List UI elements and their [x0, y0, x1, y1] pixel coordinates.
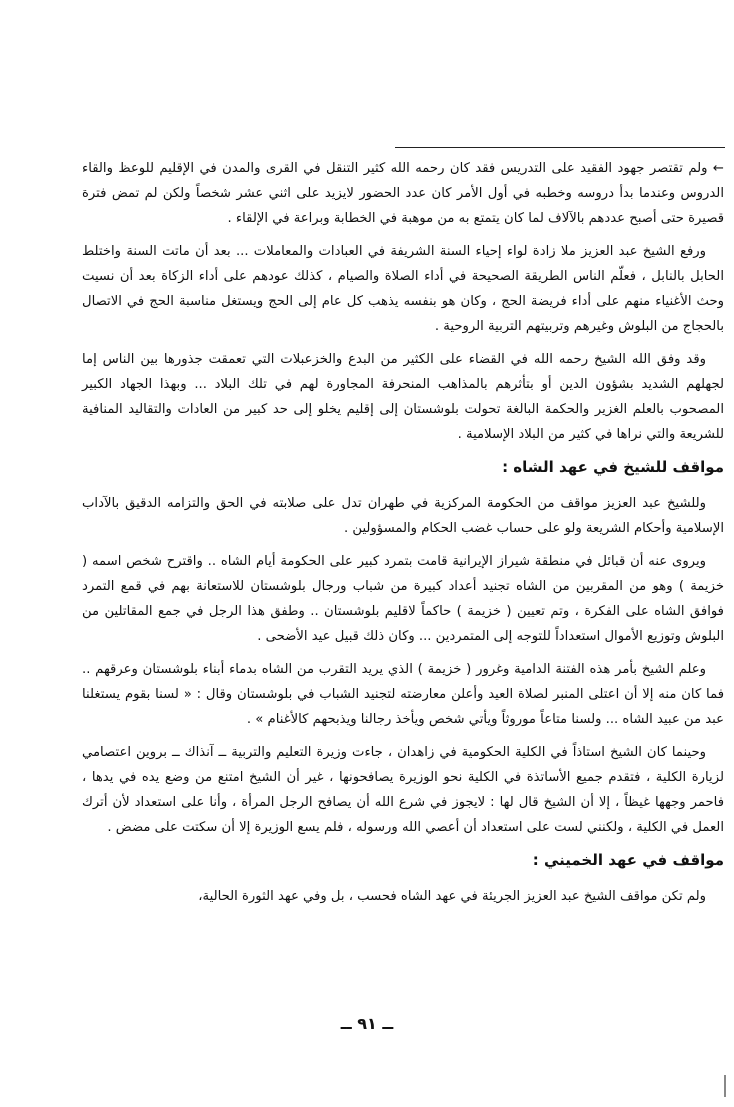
paragraph-reviving-sunnah: ورفع الشيخ عبد العزيز ملا زادة لواء إحياء السنة الشريفة في العبادات والمعاملات ... بعد أن ماتت السنة واختلط الحابل بالنابل ، فعلّم الناس الطريقة الصحيحة في أداء الصلاة والصيام ، كذلك عودهم على أداء الزكاة بعد أن نسيت وحث الأغنياء منهم على أداء فريضة الحج ، وكان هو بنفسه يذهب كل عام إلى الحج ويستغل مناسبة الحج في الاتصال بالحجاج من البلوش وغيرهم وتربيتهم التربية الروحية .: [82, 244, 724, 334]
paragraph-preaching: ← ولم تقتصر جهود الفقيد على التدريس فقد كان رحمه الله كثير التنقل في القرى والمدن في الإقليم للوعظ والقاء الدروس وعندما بدأ دروسه وخطبه في أول الأمر كان عدد الحضور لايزيد على اثني عشر شخصاً ولكن لم تمض فترة قصيرة حتى أصبح عددهم بالآلاف لما كان يتمتع به من موهبة في الخطابة وبراعة في الإلقاء .: [82, 161, 724, 226]
heading-khomeini-era: مواقف في عهد الخميني :: [532, 851, 724, 869]
paragraph-eid-sermon: وعلم الشيخ بأمر هذه الفتنة الدامية وغرور ( خزيمة ) الذي يريد التقرب من الشاه بدماء أبناء بلوشستان وعرقهم .. فما كان منه إلا أن اعتلى المنبر لصلاة العيد وأعلن معارضته لتجنيد الشباب في بلوشستان وقال : « لسنا بقوم يستغلنا عبد من عبيد الشاه ... ولسنا متاعاً موروثاً ويأتي شخص ويأخذ رجالنا ويذبحهم كالأغنام » .: [82, 662, 724, 727]
page-number: ــ ٩١ ــ: [340, 1014, 394, 1033]
paragraph-fighting-innovations: وقد وفق الله الشيخ رحمه الله في القضاء على الكثير من البدع والخزعبلات التي تعمقت جذورها بين الناس إما لجهلهم الشديد بشؤون الدين أو بتأثرهم بالمذاهب المنحرفة المجاورة لهم في تلك البلاد ... وبهذا الجهاد الكبير المصحوب بالعلم الغزير والحكمة البالغة تحولت بلوشستان إلى إقليم يخلو إلى حد كبير من العادات والتقاليد المنافية للشريعة والتي نراها في كثير من البلاد الإسلامية .: [82, 352, 724, 442]
paragraph-minister-handshake: وحينما كان الشيخ استاذاً في الكلية الحكومية في زاهدان ، جاءت وزيرة التعليم والتربية ــ آنذاك ــ بروين اعتصامي لزيارة الكلية ، فتقدم جميع الأساتذة في الكلية نحو الوزيرة يصافحونها ، غير أن الشيخ امتنع من وضع يده في يدها ، فاحمر وجهها غيظاً ، إلا أن الشيخ قال لها : لايجوز في شرع الله أن يصافح الرجل المرأة ، وأنا على استعداد لأن أترك العمل في الكلية ، ولكنني لست على استعداد أن أعصي الله ورسوله ، فلم يسع الوزيرة إلا أن سكتت على مضض .: [82, 745, 724, 835]
page-body: [82, 156, 724, 917]
paragraph-revolution-era: ولم تكن مواقف الشيخ عبد العزيز الجريئة في عهد الشاه فحسب ، بل وفي عهد الثورة الحالية،: [198, 889, 706, 904]
paragraph-positions-government: وللشيخ عبد العزيز مواقف من الحكومة المركزية في طهران تدل على صلابته في الحق والتزامه الدقيق بالآداب الإسلامية وأحكام الشريعة ولو على حساب غضب الحكام والمسؤولين .: [82, 496, 724, 536]
scan-edge-mark: [724, 1075, 726, 1097]
heading-shah-era: مواقف للشيخ في عهد الشاه :: [502, 458, 724, 476]
footnote-separator-rule: [395, 147, 725, 148]
paragraph-shiraz-rebellion: ويروى عنه أن قبائل في منطقة شيراز الإيرانية قامت بتمرد كبير على الحكومة أيام الشاه .. واقترح شخص اسمه ( خزيمة ) وهو من المقربين من الشاه تجنيد أعداد كبيرة من شباب ورجال بلوشستان للاستعانة بهم في قمع التمرد فوافق الشاه على الفكرة ، وتم تعيين ( خزيمة ) حاكماً لاقليم بلوشستان .. وطفق هذا الرجل في جمع المقاتلين من البلوش وتوزيع الأموال استعداداً للتوجه إلى المتمردين ... وكان ذلك قبيل عيد الأضحى .: [82, 554, 724, 644]
